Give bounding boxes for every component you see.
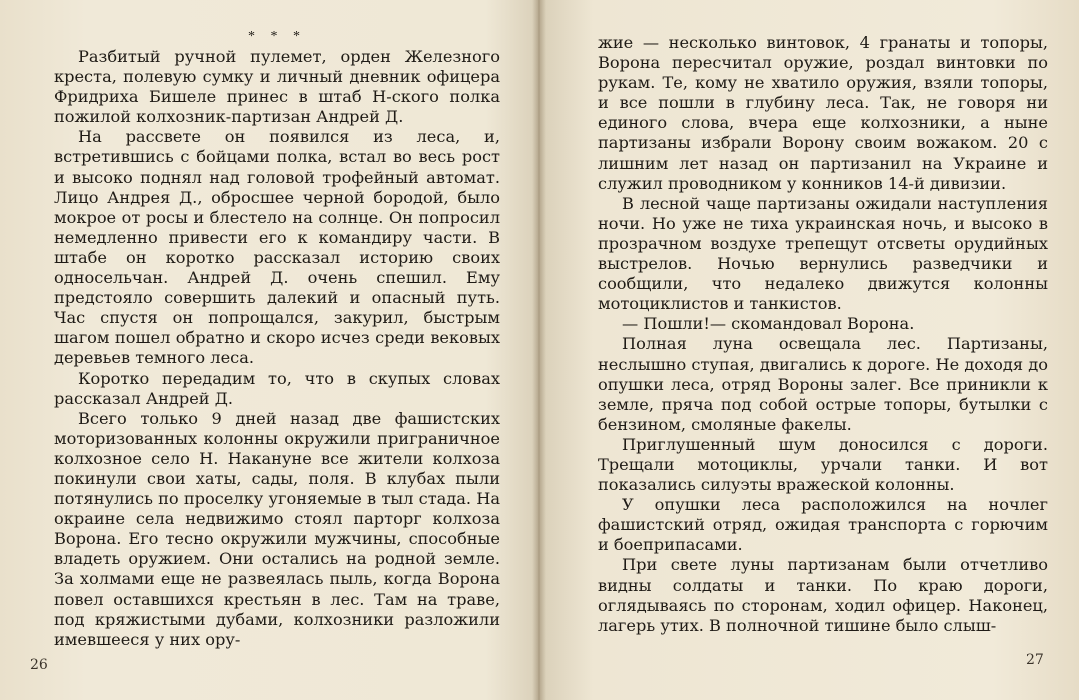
right-page-text <box>598 33 1048 636</box>
left-page-text <box>54 47 500 650</box>
ornament-stars: * * * <box>248 29 306 44</box>
paragraph: При свете луны партизанам были отчетливо видны солдаты и танки. По краю дороги, оглядываясь по сторонам, ходил офицер. Наконец, лагерь утих. В полночной тишине было слыш- <box>598 555 1048 635</box>
paragraph: В лесной чаще партизаны ожидали наступления ночи. Но уже не тиха украинская ночь, и высоко в прозрачном воздухе трепещут отсветы орудийных выстрелов. Ночью вернулись разведчики и сообщили, что недалеко движутся колонны мотоциклистов и танкистов. <box>598 193 1048 314</box>
paragraph: Коротко передадим то, что в скупых словах рассказал Андрей Д. <box>54 368 500 408</box>
paragraph: Разбитый ручной пулемет, орден Железного креста, полевую сумку и личный дневник офицера Фридриха Бишеле принес в штаб Н-ского полка пожилой колхозник-партизан Андрей Д. <box>54 47 500 127</box>
paragraph: Всего только 9 дней назад две фашистских моторизованных колонны окружили приграничное колхозное село Н. Накануне все жители колхоза покинули свои хаты, сады, поля. В клубах пыли потянулись по проселку угоняемые в тыл стада. На окраине села недвижимо стоял парторг колхоза Ворона. Его тесно окружили мужчины, способные владеть оружием. Они остались на родной земле. За холмами еще не развеялась пыль, когда Ворона повел оставшихся крестьян в лес. Там на траве, под кряжистыми дубами, колхозники разложили имевшееся у них ору- <box>54 408 500 649</box>
paragraph: Полная луна освещала лес. Партизаны, неслышно ступая, двигались к дороге. Не доходя до опушки леса, отряд Вороны залег. Все приникли к земле, пряча под собой острые топоры, бутылки с бензином, смоляные факелы. <box>598 334 1048 434</box>
paragraph: жие — несколько винтовок, 4 гранаты и топоры, Ворона пересчитал оружие, роздал винтовки по рукам. Те, кому не хватило оружия, взяли топоры, и все пошли в глубину леса. Так, не говоря ни единого слова, вчера еще колхозники, а ныне партизаны избрали Ворону своим вожаком. 20 с лишним лет назад он партизанил на Украине и служил проводником у конников 14-й дивизии. <box>598 33 1048 193</box>
left-page <box>0 0 538 700</box>
page-number: 27 <box>1026 652 1044 668</box>
paragraph: На рассвете он появился из леса, и, встретившись с бойцами полка, встал во весь рост и высоко поднял над головой трофейный автомат. Лицо Андрея Д., обросшее черной бородой, было мокрое от росы и блестело на солнце. Он попросил немедленно привести его к командиру части. В штабе он коротко рассказал историю своих односельчан. Андрей Д. очень спешил. Ему предстояло совершить далекий и опасный путь. Час спустя он попрощался, закурил, быстрым шагом пошел обратно и скоро исчез среди вековых деревьев темного леса. <box>54 127 500 368</box>
right-page <box>541 0 1079 700</box>
paragraph: У опушки леса расположился на ночлег фашистский отряд, ожидая транспорта с горючим и боеприпасами. <box>598 495 1048 555</box>
paragraph: — Пошли!— скомандовал Ворона. <box>622 314 915 334</box>
page-number: 26 <box>30 657 48 673</box>
paragraph: Приглушенный шум доносился с дороги. Трещали мотоциклы, урчали танки. И вот показались силуэты вражеской колонны. <box>598 434 1048 495</box>
